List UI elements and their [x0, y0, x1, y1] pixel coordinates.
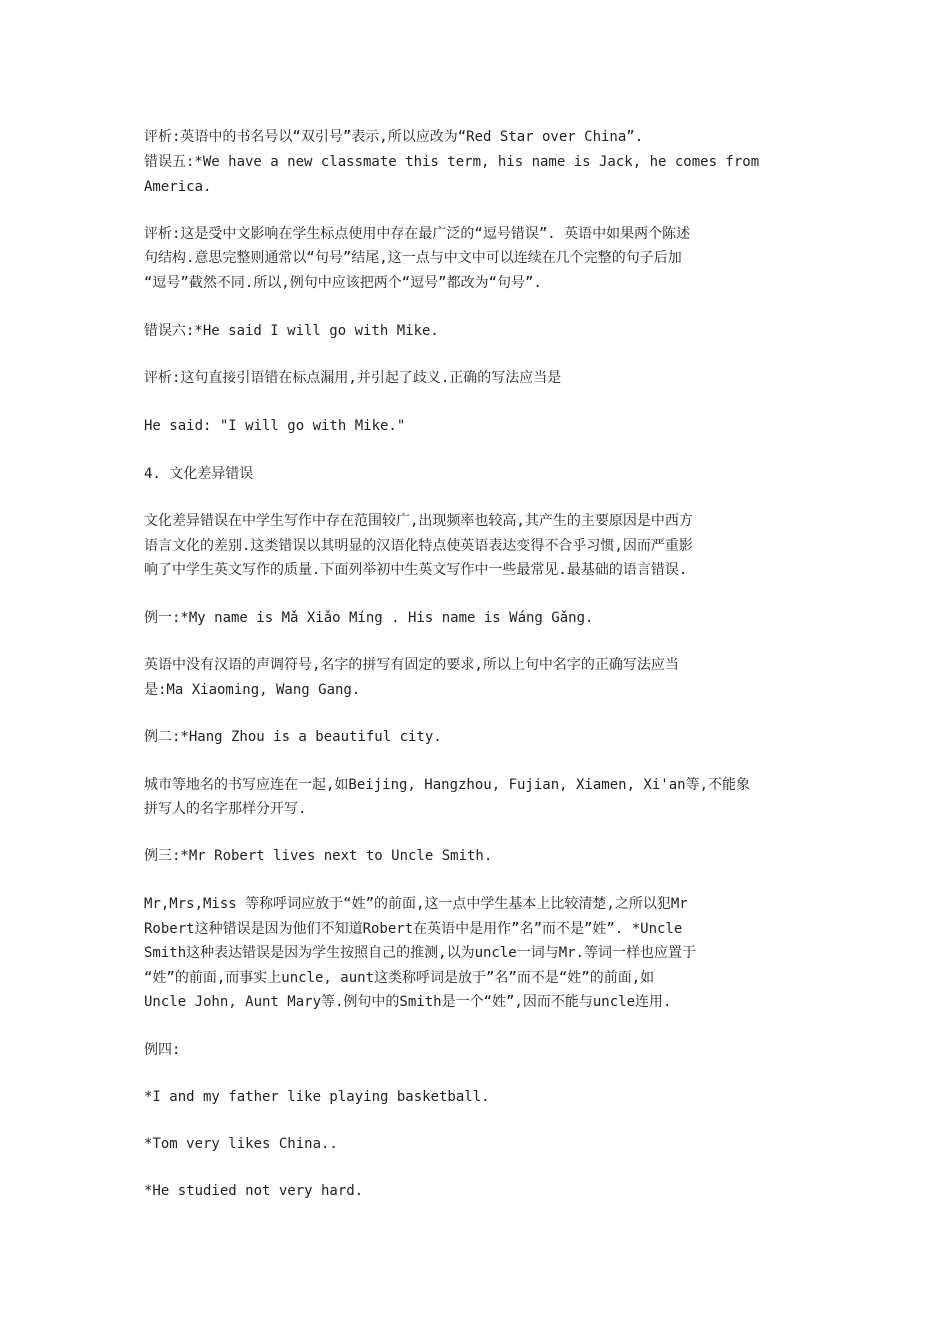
text-line: 文化差异错误在中学生写作中存在范围较广,出现频率也较高,其产生的主要原因是中西方 [144, 513, 693, 529]
text-line: 响了中学生英文写作的质量.下面列举初中生英文写作中一些最常见.最基础的语言错误. [144, 562, 688, 578]
text-line: *He studied not very hard. [144, 1183, 364, 1199]
text-line: “姓”的前面,而事实上uncle, aunt这类称呼词是放于”名”而不是“姓”的前面,如 [144, 970, 655, 986]
text-line: *I and my father like playing basketball. [144, 1089, 490, 1105]
text-line: “逗号”截然不同.所以,例句中应该把两个“逗号”都改为“句号”. [144, 275, 542, 291]
text-line: 错误六:*He said I will go with Mike. [144, 323, 439, 339]
text-line: 错误五:*We have a new classmate this term, his name is Jack, he comes from [144, 154, 760, 170]
text-line: 语言文化的差别.这类错误以其明显的汉语化特点使英语表达变得不合乎习惯,因而严重影 [144, 538, 693, 554]
section-heading: 4. 文化差异错误 [144, 466, 254, 482]
text-line: *Tom very likes China.. [144, 1136, 338, 1152]
text-line: Smith这种表达错误是因为学生按照自己的推测,以为uncle一词与Mr.等词一样也应置于 [144, 945, 697, 961]
text-line: America. [144, 179, 212, 195]
text-line: 例四: [144, 1042, 181, 1058]
text-line: Robert这种错误是因为他们不知道Robert在英语中是用作”名”而不是”姓”. *Uncle [144, 921, 683, 937]
text-line: 评析:英语中的书名号以“双引号”表示,所以应改为“Red Star over China”. [144, 129, 644, 145]
text-line: Uncle John, Aunt Mary等.例句中的Smith是一个“姓”,因而不能与uncle连用. [144, 994, 672, 1010]
text-line: 例三:*Mr Robert lives next to Uncle Smith. [144, 848, 493, 864]
text-line: 英语中没有汉语的声调符号,名字的拼写有固定的要求,所以上句中名字的正确写法应当 [144, 657, 679, 673]
text-line: 城市等地名的书写应连在一起,如Beijing, Hangzhou, Fujian, Xiamen, Xi'an等,不能象 [144, 777, 751, 793]
text-line: 例一:*My name is Mǎ Xiǎo Míng . His name is Wáng Gǎng. [144, 610, 594, 626]
text-line: 评析:这句直接引语错在标点漏用,并引起了歧义.正确的写法应当是 [144, 370, 562, 386]
text-line: 句结构.意思完整则通常以“句号”结尾,这一点与中文中可以连续在几个完整的句子后加 [144, 250, 682, 266]
text-line: 拼写人的名字那样分开写. [144, 801, 307, 817]
text-line: 例二:*Hang Zhou is a beautiful city. [144, 729, 442, 745]
text-line: He said: "I will go with Mike." [144, 418, 406, 434]
text-line: 评析:这是受中文影响在学生标点使用中存在最广泛的“逗号错误”. 英语中如果两个陈述 [144, 226, 691, 242]
text-line: Mr,Mrs,Miss 等称呼词应放于“姓”的前面,这一点中学生基本上比较清楚,之所以犯Mr [144, 896, 688, 912]
text-line: 是:Ma Xiaoming, Wang Gang. [144, 682, 361, 698]
